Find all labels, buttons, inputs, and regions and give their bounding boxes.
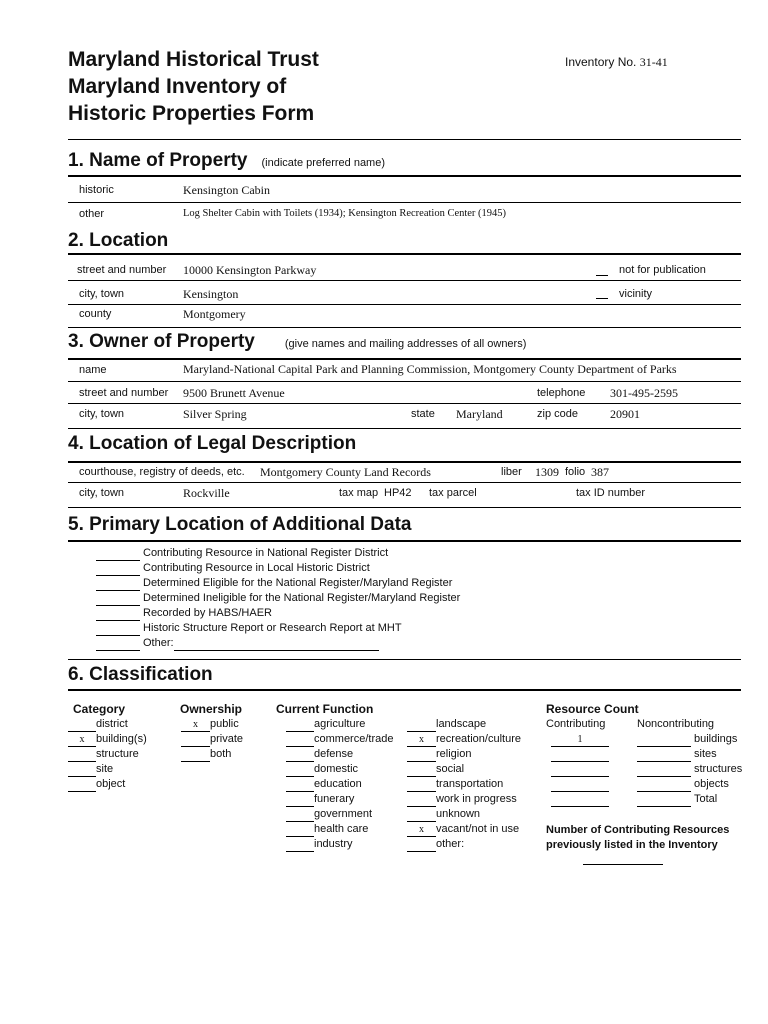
liber-field[interactable]: 1309	[535, 465, 559, 479]
resource-row	[551, 732, 742, 747]
resource-row	[551, 777, 742, 792]
item-label: Recorded by HABS/HAER	[143, 607, 272, 619]
checkbox-line[interactable]	[68, 764, 96, 777]
street-label: street and number	[77, 264, 167, 276]
checkbox-line[interactable]	[286, 764, 314, 777]
category-item[interactable]	[68, 717, 147, 732]
tax-map-label: tax map	[339, 487, 379, 499]
item-label: government	[314, 808, 373, 820]
checkbox-line[interactable]	[96, 548, 140, 561]
inventory-number	[565, 55, 668, 70]
item-label: other:	[436, 838, 465, 850]
function-item[interactable]	[286, 747, 393, 762]
divider	[68, 304, 741, 305]
list-item[interactable]	[96, 576, 460, 591]
other-input-line[interactable]	[174, 638, 379, 651]
contributing-count[interactable]	[551, 749, 609, 762]
divider	[68, 175, 741, 177]
inventory-label: Inventory No.	[565, 55, 637, 69]
checkbox-line[interactable]: x	[68, 734, 96, 747]
noncontributing-count[interactable]	[637, 734, 691, 747]
item-label: Contributing Resource in Local Historic District	[143, 562, 370, 574]
checkbox-line[interactable]	[407, 779, 436, 792]
section-1-title: 1. Name of Property	[68, 150, 248, 171]
divider	[68, 403, 741, 404]
function-item[interactable]	[286, 822, 393, 837]
divider	[68, 659, 741, 660]
item-label: private	[210, 733, 244, 745]
checkbox-line[interactable]	[407, 809, 436, 822]
checkbox-line[interactable]: x	[181, 719, 210, 732]
resource-row	[551, 747, 742, 762]
contributing-count[interactable]: 1	[551, 734, 609, 747]
resource-label: structures	[694, 763, 743, 775]
section-4-title: 4. Location of Legal Description	[68, 433, 357, 454]
section-3-heading	[68, 331, 526, 353]
list-item[interactable]	[96, 561, 460, 576]
item-label: transportation	[436, 778, 504, 790]
item-label: education	[314, 778, 362, 790]
divider	[68, 280, 741, 281]
previously-listed-line-1: Number of Contributing Resources	[546, 824, 730, 836]
checkbox-line[interactable]	[96, 623, 140, 636]
list-item[interactable]	[96, 621, 460, 636]
noncontributing-count[interactable]	[637, 779, 691, 792]
ownership-item[interactable]	[181, 717, 243, 732]
ownership-item[interactable]	[181, 732, 243, 747]
item-label: Historic Structure Report or Research Report at MHT	[143, 622, 402, 634]
item-label: defense	[314, 748, 354, 760]
contributing-label: Contributing	[546, 718, 606, 730]
resource-label: objects	[694, 778, 729, 790]
checkbox-line[interactable]	[181, 734, 210, 747]
list-item[interactable]	[96, 591, 460, 606]
resource-row	[551, 792, 742, 807]
additional-data-list	[96, 546, 460, 651]
county-field[interactable]: Montgomery	[183, 307, 246, 321]
contributing-count[interactable]	[551, 794, 609, 807]
function-item[interactable]	[286, 792, 393, 807]
noncontributing-label: Noncontributing	[637, 718, 715, 730]
zip-field[interactable]: 20901	[610, 407, 640, 421]
telephone-field[interactable]: 301-495-2595	[610, 386, 678, 400]
checkbox-line[interactable]	[286, 779, 314, 792]
telephone-label: telephone	[537, 387, 586, 399]
category-item[interactable]	[68, 732, 147, 747]
function-item[interactable]	[407, 807, 521, 822]
item-label: commerce/trade	[314, 733, 394, 745]
tax-parcel-label: tax parcel	[429, 487, 477, 499]
checkbox-line[interactable]	[96, 608, 140, 621]
section-6-title: 6. Classification	[68, 664, 213, 685]
category-item[interactable]	[68, 747, 147, 762]
folio-field[interactable]: 387	[591, 465, 609, 479]
divider	[68, 202, 741, 203]
contributing-count[interactable]	[551, 779, 609, 792]
checkbox-line[interactable]	[286, 734, 314, 747]
divider	[68, 540, 741, 542]
resource-label: Total	[694, 793, 718, 805]
noncontributing-count[interactable]	[637, 749, 691, 762]
divider	[68, 461, 741, 463]
contributing-count[interactable]	[551, 764, 609, 777]
section-5-title: 5. Primary Location of Additional Data	[68, 514, 412, 535]
legal-city-field[interactable]: Rockville	[183, 486, 230, 500]
category-list	[68, 717, 147, 792]
divider	[68, 253, 741, 255]
street-field[interactable]: 10000 Kensington Parkway	[183, 263, 317, 277]
checkbox-line[interactable]: x	[407, 734, 436, 747]
item-label: Other:	[143, 637, 174, 649]
divider	[68, 327, 741, 328]
function-list-1	[286, 717, 393, 852]
checkbox-line[interactable]	[286, 749, 314, 762]
section-1-heading	[68, 150, 385, 172]
courthouse-label: courthouse, registry of deeds, etc.	[79, 466, 245, 478]
category-heading: Category	[73, 702, 126, 716]
item-label: health care	[314, 823, 369, 835]
item-label: structure	[96, 748, 139, 760]
checkbox-line[interactable]	[96, 638, 140, 651]
checkbox-line[interactable]	[68, 719, 96, 732]
not-for-publication-checkbox[interactable]	[596, 265, 608, 276]
checkbox-line[interactable]	[407, 839, 436, 852]
item-label: Determined Ineligible for the National Register/Maryland Register	[143, 592, 461, 604]
item-label: district	[96, 718, 128, 730]
function-item[interactable]	[286, 762, 393, 777]
resource-count-table	[551, 732, 742, 807]
checkbox-line[interactable]	[96, 593, 140, 606]
zip-label: zip code	[537, 408, 578, 420]
divider	[68, 482, 741, 483]
folio-label: folio	[565, 466, 586, 478]
city-label: city, town	[79, 288, 125, 300]
owner-street-label: street and number	[79, 387, 169, 399]
owner-city-label: city, town	[79, 408, 125, 420]
item-label: recreation/culture	[436, 733, 521, 745]
function-heading: Current Function	[276, 702, 374, 716]
divider	[68, 358, 741, 360]
resource-row	[551, 762, 742, 777]
list-item[interactable]	[96, 546, 460, 561]
checkbox-line[interactable]	[96, 578, 140, 591]
divider	[68, 689, 741, 691]
section-3-note: (give names and mailing addresses of all owners)	[284, 338, 527, 350]
item-label: public	[210, 718, 239, 730]
ownership-list	[181, 717, 243, 762]
function-item[interactable]	[407, 837, 521, 852]
list-item[interactable]	[96, 636, 460, 651]
function-item[interactable]	[407, 822, 521, 837]
checkbox-line[interactable]	[407, 719, 436, 732]
vicinity-label: vicinity	[619, 288, 653, 300]
not-for-publication-label: not for publication	[619, 264, 706, 276]
item-label: object	[96, 778, 126, 790]
divider	[68, 507, 741, 508]
checkbox-line[interactable]	[68, 779, 96, 792]
ownership-item[interactable]	[181, 747, 243, 762]
legal-city-label: city, town	[79, 487, 125, 499]
resource-count-heading: Resource Count	[546, 702, 639, 716]
item-label: domestic	[314, 763, 359, 775]
function-item[interactable]	[407, 717, 521, 732]
section-2-title: 2. Location	[68, 230, 169, 251]
function-item[interactable]	[286, 807, 393, 822]
historic-field[interactable]: Kensington Cabin	[183, 183, 270, 197]
function-list-2	[407, 717, 521, 852]
item-label: industry	[314, 838, 353, 850]
title-line-2: Maryland Inventory of	[68, 75, 287, 98]
previously-listed-input-line[interactable]	[583, 864, 663, 865]
function-item[interactable]	[407, 732, 521, 747]
item-label: religion	[436, 748, 472, 760]
form-title	[68, 46, 319, 127]
owner-name-label: name	[79, 364, 107, 376]
item-label: social	[436, 763, 465, 775]
function-item[interactable]	[286, 732, 393, 747]
county-label: county	[79, 308, 112, 320]
previously-listed-label	[546, 823, 729, 853]
item-label: both	[210, 748, 232, 760]
title-line-3: Historic Properties Form	[68, 102, 315, 125]
other-name-field[interactable]: Log Shelter Cabin with Toilets (1934); Kensington Recreation Center (1945)	[183, 208, 507, 219]
resource-label: buildings	[694, 733, 738, 745]
section-4-heading	[68, 433, 356, 455]
checkbox-line[interactable]	[407, 794, 436, 807]
tax-id-label: tax ID number	[576, 487, 646, 499]
checkbox-line[interactable]	[286, 794, 314, 807]
category-item[interactable]	[68, 777, 147, 792]
checkbox-line[interactable]	[181, 749, 210, 762]
function-item[interactable]	[286, 837, 393, 852]
historic-label: historic	[79, 184, 114, 196]
section-6-heading	[68, 664, 213, 686]
owner-name-field[interactable]: Maryland-National Capital Park and Planning Commission, Montgomery County Department of Parks	[183, 362, 677, 376]
item-label: funerary	[314, 793, 355, 805]
other-name-label: other	[79, 208, 105, 220]
item-label: landscape	[436, 718, 487, 730]
divider	[68, 139, 741, 140]
checkbox-line[interactable]	[286, 809, 314, 822]
section-3-title: 3. Owner of Property	[68, 331, 255, 352]
section-2-heading	[68, 230, 168, 252]
noncontributing-count[interactable]	[637, 794, 691, 807]
checkbox-line[interactable]	[286, 824, 314, 837]
category-item[interactable]	[68, 762, 147, 777]
inventory-value: 31-41	[639, 55, 668, 69]
function-item[interactable]	[286, 717, 393, 732]
item-label: vacant/not in use	[436, 823, 520, 835]
function-item[interactable]	[407, 777, 521, 792]
city-field[interactable]: Kensington	[183, 287, 239, 301]
section-1-note: (indicate preferred name)	[261, 157, 386, 169]
function-item[interactable]	[407, 762, 521, 777]
item-label: agriculture	[314, 718, 366, 730]
divider	[68, 428, 741, 429]
function-item[interactable]	[407, 747, 521, 762]
previously-listed-line-2: previously listed in the Inventory	[546, 839, 718, 851]
function-item[interactable]	[286, 777, 393, 792]
courthouse-field[interactable]: Montgomery County Land Records	[260, 465, 431, 479]
section-5-heading	[68, 514, 411, 536]
list-item[interactable]	[96, 606, 460, 621]
checkbox-line[interactable]	[68, 749, 96, 762]
state-label: state	[411, 408, 435, 420]
divider	[68, 381, 741, 382]
checkbox-line[interactable]	[407, 764, 436, 777]
item-label: work in progress	[436, 793, 517, 805]
vicinity-checkbox[interactable]	[596, 288, 608, 299]
checkbox-line[interactable]	[286, 719, 314, 732]
resource-label: sites	[694, 748, 717, 760]
state-field[interactable]: Maryland	[456, 407, 503, 421]
ownership-heading: Ownership	[180, 702, 243, 716]
noncontributing-count[interactable]	[637, 764, 691, 777]
item-label: unknown	[436, 808, 481, 820]
owner-city-field[interactable]: Silver Spring	[183, 407, 247, 421]
liber-label: liber	[501, 466, 522, 478]
function-item[interactable]	[407, 792, 521, 807]
checkbox-line[interactable]	[407, 749, 436, 762]
item-label: Determined Eligible for the National Register/Maryland Register	[143, 577, 453, 589]
tax-map-field[interactable]: HP42	[384, 487, 412, 499]
item-label: site	[96, 763, 114, 775]
owner-street-field[interactable]: 9500 Brunett Avenue	[183, 386, 285, 400]
title-line-1: Maryland Historical Trust	[68, 48, 319, 71]
checkbox-line[interactable]	[286, 839, 314, 852]
checkbox-line[interactable]: x	[407, 824, 436, 837]
item-label: Contributing Resource in National Register District	[143, 547, 389, 559]
checkbox-line[interactable]	[96, 563, 140, 576]
item-label: building(s)	[96, 733, 147, 745]
